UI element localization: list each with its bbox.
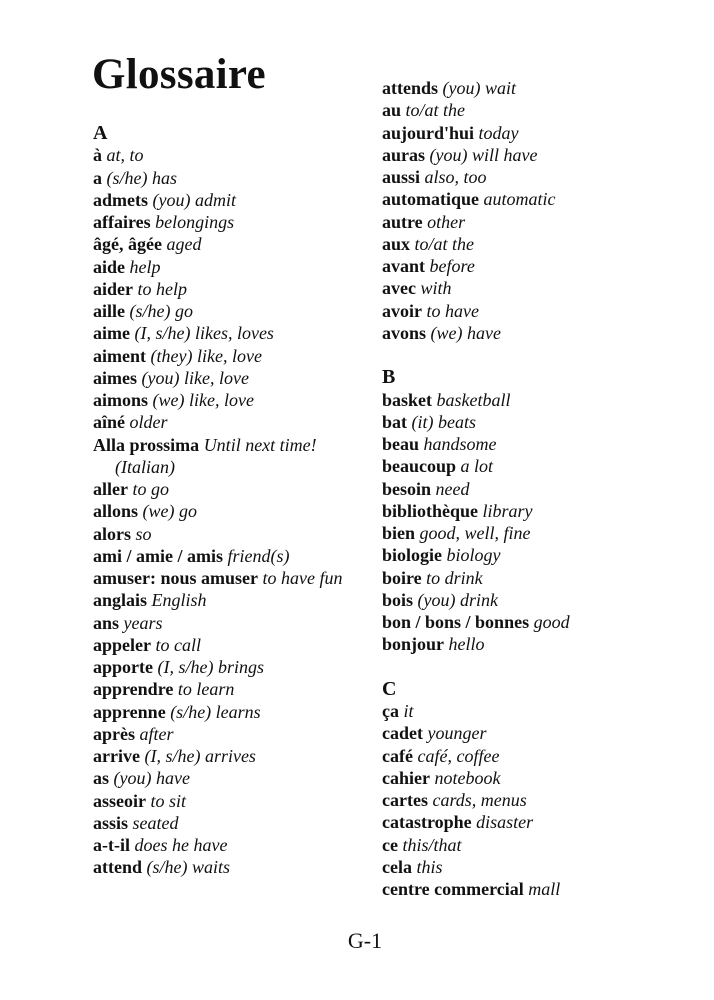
entry-word: au <box>382 100 402 121</box>
page-title: Glossaire <box>92 51 266 98</box>
entry-definition: with <box>420 278 452 299</box>
entry-word: bibliothèque <box>382 500 479 521</box>
glossary-entry <box>382 700 632 722</box>
page-number: G-1 <box>347 928 383 953</box>
entry-word: aider <box>93 278 133 299</box>
entry-word: beau <box>382 434 420 454</box>
glossary-entry <box>93 634 365 656</box>
entry-word: à <box>93 145 102 166</box>
section-letter: B <box>382 366 396 389</box>
entry-definition: before <box>429 256 475 276</box>
entry-definition: to have <box>426 300 479 321</box>
glossary-entry <box>382 122 632 144</box>
entry-definition: (s/he) learns <box>170 701 261 722</box>
entry-definition: good, well, fine <box>419 523 531 543</box>
entry-definition: younger <box>427 723 487 744</box>
entry-definition: (you) admit <box>152 189 236 210</box>
glossary-entry <box>93 478 365 500</box>
entry-word: alors <box>93 523 131 544</box>
glossary-entry <box>382 789 632 811</box>
entry-definition: it <box>403 701 414 721</box>
entry-definition: (it) beats <box>411 411 477 432</box>
entry-word: après <box>93 723 135 744</box>
glossary-entry <box>93 545 365 567</box>
entry-word: centre commercial <box>382 879 524 899</box>
glossary-entry <box>93 790 365 812</box>
entry-word: aimons <box>93 390 149 410</box>
entry-word: âgé, âgée <box>93 234 162 255</box>
glossary-entry <box>382 389 632 411</box>
entry-definition: hello <box>448 634 485 655</box>
entry-word: cela <box>382 856 412 877</box>
glossary-entry <box>93 723 365 745</box>
entry-definition: English <box>151 590 207 611</box>
glossary-entry <box>93 745 365 767</box>
glossary-entry <box>93 144 365 166</box>
entry-definition: does he have <box>134 835 228 855</box>
glossary-entry <box>382 544 632 566</box>
entry-word: allons <box>93 501 139 522</box>
glossary-entry <box>382 745 632 767</box>
entry-definition: to have fun <box>262 568 343 588</box>
glossary-entry <box>382 856 632 878</box>
entry-definition: to learn <box>177 679 235 700</box>
glossary-entry <box>93 389 365 411</box>
entry-definition: (you) have <box>113 768 190 789</box>
glossary-entry <box>382 166 632 188</box>
entry-definition: to sit <box>150 790 187 811</box>
entry-word: bois <box>382 589 414 610</box>
glossary-entry <box>382 567 632 589</box>
section-gap <box>382 344 632 366</box>
entry-definition: (s/he) has <box>106 167 177 188</box>
entry-definition: (s/he) waits <box>146 857 230 878</box>
entry-definition: friend(s) <box>227 545 290 566</box>
entry-word: attend <box>93 857 142 878</box>
entry-word: cartes <box>382 790 428 810</box>
glossary-column-right <box>382 77 632 900</box>
glossary-entry <box>93 856 365 878</box>
glossary-entry <box>382 433 632 455</box>
entry-word: aime <box>93 323 130 344</box>
entry-word: aux <box>382 233 411 254</box>
glossary-entry <box>382 589 632 611</box>
entry-definition: aged <box>166 234 202 255</box>
glossary-entry <box>382 211 632 233</box>
entry-definition: automatic <box>483 189 556 210</box>
glossary-entry <box>382 478 632 500</box>
entry-word: auras <box>382 144 426 165</box>
entry-word: aussi <box>382 167 421 187</box>
glossary-entry <box>93 567 365 589</box>
entry-definition: (you) like, love <box>141 367 249 388</box>
entry-word: arrive <box>93 746 140 766</box>
entry-definition: (you) drink <box>417 589 499 610</box>
entry-word: cadet <box>382 723 423 744</box>
glossary-entry <box>93 189 365 211</box>
glossary-entry <box>93 300 365 322</box>
glossary-entry <box>93 256 365 278</box>
glossary-entry <box>93 701 365 723</box>
glossary-entry <box>382 767 632 789</box>
entry-word: avant <box>382 256 426 276</box>
entry-word: apprendre <box>93 679 174 700</box>
entry-definition: cards, menus <box>432 790 527 810</box>
entry-definition: today <box>478 122 519 143</box>
entry-word: aide <box>93 256 126 277</box>
entry-word: bon / bons / bonnes <box>382 612 530 632</box>
entry-definition: older <box>129 412 168 433</box>
glossary-entry <box>382 500 632 522</box>
entry-definition: biology <box>446 545 501 566</box>
glossary-entry <box>382 722 632 744</box>
glossary-entry <box>382 144 632 166</box>
glossary-entry <box>382 834 632 856</box>
glossary-column-left <box>93 122 365 879</box>
entry-word: catastrophe <box>382 812 472 833</box>
section-letter: A <box>93 122 108 144</box>
entry-definition: years <box>123 612 163 633</box>
entry-word: bat <box>382 411 408 432</box>
glossary-entry <box>93 523 365 545</box>
glossary-entry <box>93 434 365 479</box>
entry-word: affaires <box>93 212 151 232</box>
entry-word: assis <box>93 812 129 833</box>
entry-word: boire <box>382 567 422 588</box>
glossary-entry <box>93 834 365 856</box>
glossary-entry <box>93 367 365 389</box>
glossary-entry <box>382 633 632 655</box>
entry-definition: handsome <box>423 434 497 454</box>
entry-word: avoir <box>382 300 422 321</box>
entry-definition: disaster <box>476 812 534 833</box>
entry-definition: at, to <box>106 145 144 166</box>
glossary-entry <box>93 767 365 789</box>
entry-word: amuser: nous amuser <box>93 568 258 588</box>
entry-definition: library <box>482 500 533 521</box>
entry-word: Alla prossima <box>93 434 200 455</box>
glossary-entry <box>382 455 632 477</box>
entry-definition: (we) go <box>142 501 198 522</box>
glossary-entry <box>93 589 365 611</box>
entry-definition: this/that <box>402 834 462 855</box>
entry-word: aîné <box>93 412 126 433</box>
entry-definition: to/at the <box>405 100 466 121</box>
entry-word: apporte <box>93 657 153 677</box>
entry-word: café <box>382 745 413 766</box>
glossary-entry <box>382 522 632 544</box>
glossary-entry <box>382 233 632 255</box>
entry-definition: mall <box>528 879 561 899</box>
glossary-entry <box>382 411 632 433</box>
section-gap <box>382 656 632 678</box>
section-letter: C <box>382 677 397 700</box>
glossary-entry <box>93 211 365 233</box>
entry-word: anglais <box>93 590 148 611</box>
entry-word: aille <box>93 301 125 321</box>
entry-word: avons <box>382 322 427 343</box>
entry-definition: after <box>139 723 174 744</box>
glossary-entry <box>382 878 632 900</box>
glossary-entry <box>382 99 632 121</box>
entry-word: ans <box>93 612 120 633</box>
entry-word: biologie <box>382 545 443 566</box>
entry-word: appeler <box>93 634 151 655</box>
entry-definition: this <box>416 856 443 877</box>
entry-definition: (they) like, love <box>150 345 262 366</box>
glossary-entry <box>382 77 632 99</box>
entry-word: aujourd'hui <box>382 122 475 143</box>
entry-word: ce <box>382 834 398 855</box>
entry-definition: (I, s/he) brings <box>157 657 264 677</box>
glossary-entry <box>93 278 365 300</box>
glossary-entry <box>93 812 365 834</box>
entry-word: besoin <box>382 478 432 499</box>
entry-word: as <box>93 768 110 789</box>
entry-definition: to drink <box>426 567 483 588</box>
entry-word: cahier <box>382 767 430 788</box>
glossary-entry <box>382 322 632 344</box>
entry-word: attends <box>382 78 439 98</box>
entry-word: beaucoup <box>382 456 457 477</box>
entry-definition: (you) will have <box>429 144 538 165</box>
entry-word: bonjour <box>382 634 445 655</box>
entry-word: apprenne <box>93 701 166 722</box>
entry-definition: (we) have <box>430 322 501 343</box>
glossary-entry <box>382 811 632 833</box>
glossary-entry <box>382 300 632 322</box>
entry-word: avec <box>382 278 416 299</box>
entry-definition: also, too <box>424 167 487 187</box>
entry-definition: belongings <box>155 212 235 232</box>
entry-definition: a lot <box>460 456 494 477</box>
glossary-entry <box>93 678 365 700</box>
entry-word: aimes <box>93 367 137 388</box>
glossary-entry <box>93 500 365 522</box>
entry-definition: other <box>427 211 466 232</box>
glossary-entry <box>93 612 365 634</box>
glossary-entry <box>382 277 632 299</box>
entry-definition: help <box>129 256 161 277</box>
entry-definition: seated <box>132 812 179 833</box>
entry-definition: basketball <box>436 389 511 410</box>
glossary-entry <box>93 345 365 367</box>
entry-definition: (s/he) go <box>129 301 193 321</box>
entry-definition: Until next time! (Italian) <box>115 434 317 477</box>
entry-definition: café, coffee <box>417 745 500 766</box>
entry-word: aiment <box>93 345 146 366</box>
entry-definition: to help <box>137 278 187 299</box>
entry-definition: (we) like, love <box>152 390 254 410</box>
glossary-entry <box>93 656 365 678</box>
entry-definition: notebook <box>434 767 501 788</box>
entry-definition: need <box>435 478 470 499</box>
entry-definition: (you) wait <box>442 78 517 98</box>
glossary-entry <box>382 611 632 633</box>
entry-definition: so <box>135 523 152 544</box>
glossary-entry <box>93 322 365 344</box>
entry-word: a-t-il <box>93 835 130 855</box>
entry-definition: to call <box>155 634 201 655</box>
entry-definition: (I, s/he) arrives <box>144 746 256 766</box>
entry-word: aller <box>93 479 128 499</box>
entry-definition: to go <box>132 479 169 499</box>
entry-word: basket <box>382 389 433 410</box>
entry-definition: good <box>533 612 570 632</box>
entry-word: a <box>93 167 102 188</box>
entry-word: autre <box>382 211 423 232</box>
glossary-entry <box>93 233 365 255</box>
glossary-entry <box>382 255 632 277</box>
entry-word: ça <box>382 701 399 721</box>
glossary-entry <box>93 167 365 189</box>
glossary-entry <box>382 188 632 210</box>
entry-word: asseoir <box>93 790 146 811</box>
entry-word: automatique <box>382 189 480 210</box>
entry-word: bien <box>382 523 416 543</box>
glossary-entry <box>93 411 365 433</box>
entry-word: ami / amie / amis <box>93 545 223 566</box>
entry-definition: to/at the <box>414 233 475 254</box>
entry-word: admets <box>93 189 148 210</box>
entry-definition: (I, s/he) likes, loves <box>134 323 274 344</box>
